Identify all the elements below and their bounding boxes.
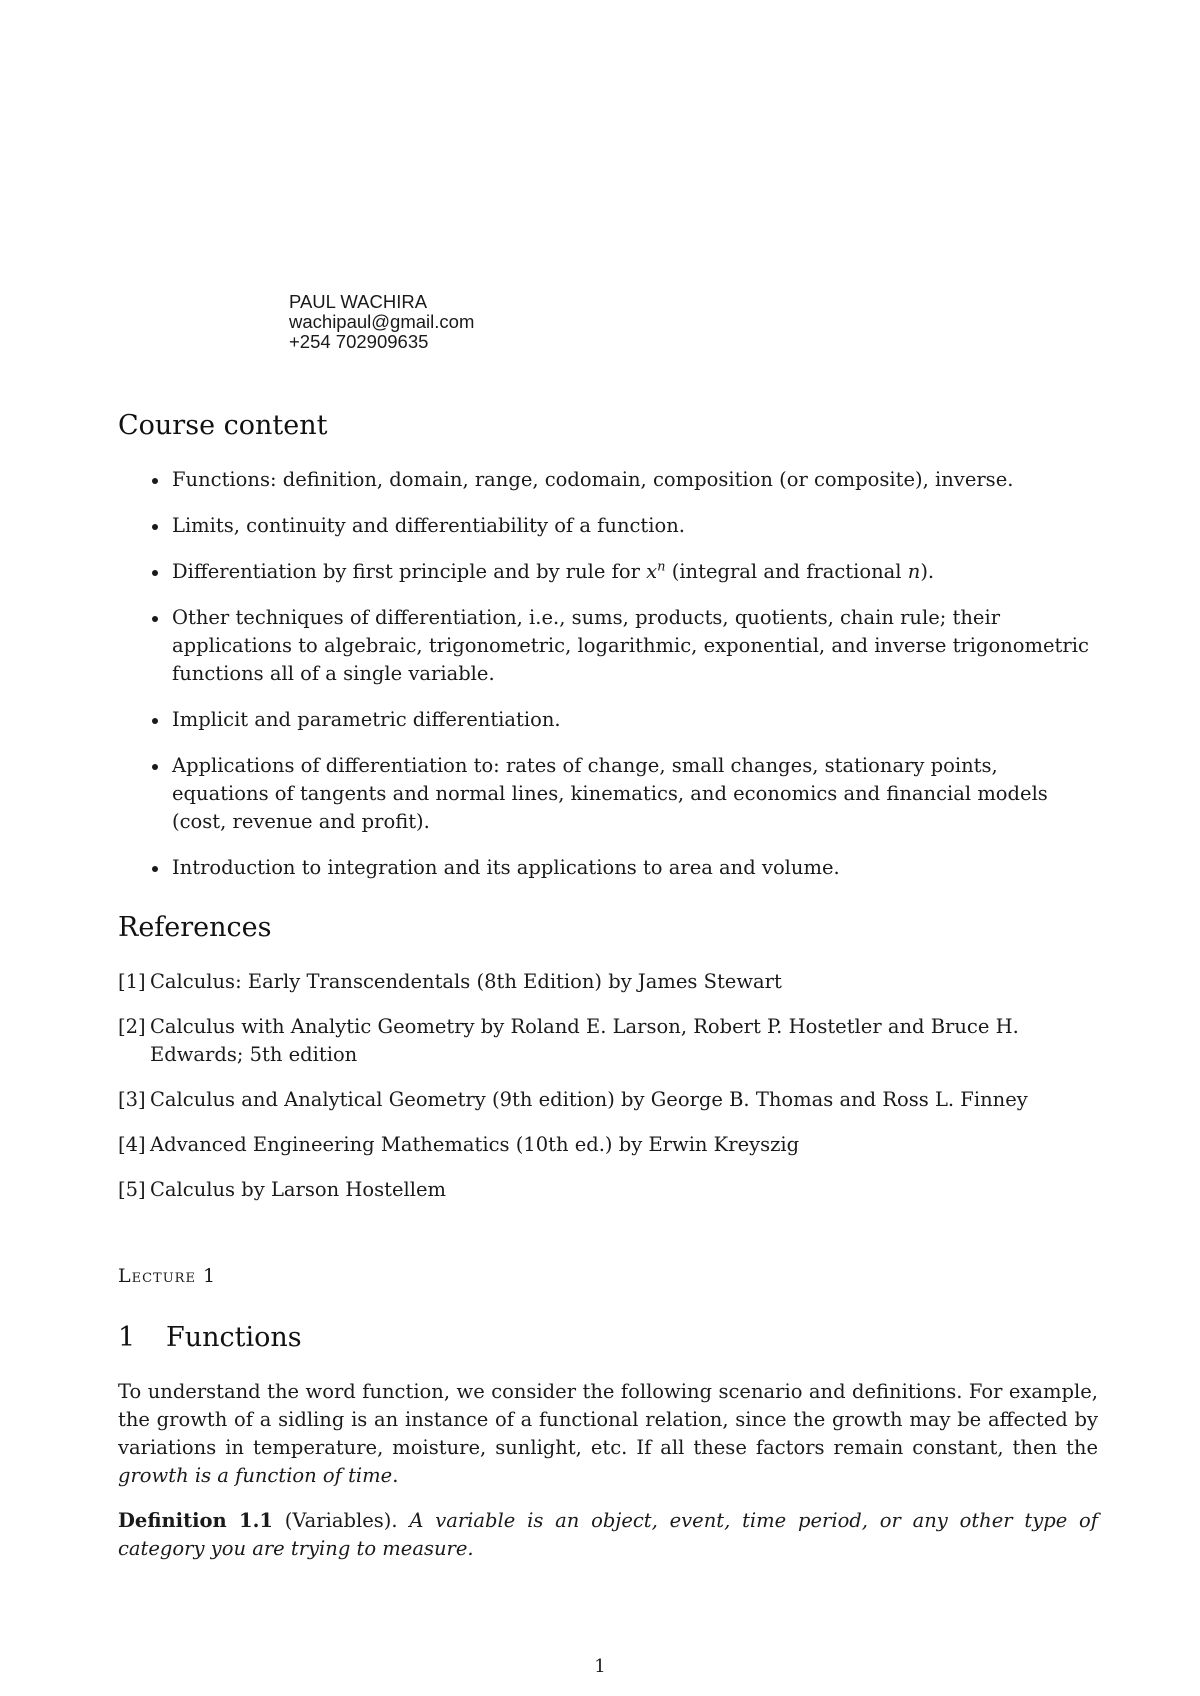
author-name: PAUL WACHIRA bbox=[289, 291, 428, 312]
intro-paragraph: To understand the word function, we consider the following scenario and definitions. For example, the growth of a sidling is an instance of a functional relation, since the growth may be affected by variations in temperature, moisture, sunlight, etc. If all these factors remain constant, then the growth is a function of time. bbox=[118, 1380, 1098, 1487]
reference-text: Advanced Engineering Mathematics (10th ed.) by Erwin Kreyszig bbox=[150, 1133, 800, 1156]
reference-item bbox=[118, 1131, 1098, 1159]
math-n: n bbox=[907, 560, 921, 583]
references-heading: References bbox=[118, 912, 272, 943]
reference-text: Calculus and Analytical Geometry (9th edition) by George B. Thomas and Ross L. Finney bbox=[150, 1088, 1028, 1111]
list-item: Functions: definition, domain, range, codomain, composition (or composite), inverse. bbox=[118, 466, 1098, 494]
reference-text: Calculus with Analytic Geometry by Roland E. Larson, Robert P. Hostetler and Bruce H. Edwards; 5th edition bbox=[150, 1015, 1019, 1066]
author-phone: +254 702909635 bbox=[289, 331, 429, 352]
list-item: Other techniques of differentiation, i.e., sums, products, quotients, chain rule; their applications to algebraic, trigonometric, logarithmic, exponential, and inverse trigonometric functions all of a single variable. bbox=[118, 604, 1098, 688]
reference-text: Calculus: Early Transcendentals (8th Edition) by James Stewart bbox=[150, 970, 782, 993]
definition-title: (Variables). bbox=[272, 1509, 398, 1532]
reference-number: [3] bbox=[118, 1088, 146, 1111]
list-item: Differentiation by first principle and by rule for $x^n$ (integral and fractional n). bbox=[118, 558, 1098, 586]
author-email: wachipaul@gmail.com bbox=[289, 311, 475, 332]
reference-item bbox=[118, 1086, 1098, 1114]
list-item: Implicit and parametric differentiation. bbox=[118, 706, 1098, 734]
reference-number: [2] bbox=[118, 1015, 146, 1038]
definition-block bbox=[118, 1507, 1098, 1563]
section-heading bbox=[118, 1322, 302, 1354]
definition-body: A variable is an object, event, time period, or any other type of category you are trying to measure. bbox=[118, 1509, 1099, 1560]
reference-number: [1] bbox=[118, 970, 146, 993]
references-list bbox=[118, 968, 1098, 1221]
list-item: Introduction to integration and its applications to area and volume. bbox=[118, 854, 1098, 882]
reference-item bbox=[118, 1013, 1098, 1069]
reference-text: Calculus by Larson Hostellem bbox=[150, 1178, 446, 1201]
course-content-list bbox=[118, 466, 1098, 900]
reference-number: [4] bbox=[118, 1133, 146, 1156]
definition-label: Definition 1.1 bbox=[118, 1509, 273, 1532]
emphasis-text: growth is a function of time bbox=[118, 1464, 393, 1487]
author-block bbox=[289, 292, 474, 352]
page-number: 1 bbox=[594, 1656, 606, 1677]
list-item: Limits, continuity and differentiability of a function. bbox=[118, 512, 1098, 540]
course-content-heading: Course content bbox=[118, 410, 328, 441]
lecture-label: Lecture 1 bbox=[118, 1265, 217, 1287]
section-number: 1 bbox=[118, 1322, 136, 1353]
reference-item bbox=[118, 968, 1098, 996]
reference-number: [5] bbox=[118, 1178, 146, 1201]
math-x: x bbox=[646, 560, 658, 583]
list-item: Applications of differentiation to: rates of change, small changes, stationary points, equations of tangents and normal lines, kinematics, and economics and financial models (cost, revenue and profit). bbox=[118, 752, 1098, 836]
reference-item bbox=[118, 1176, 1098, 1204]
math-n-superscript: n bbox=[657, 559, 666, 575]
section-title: Functions bbox=[166, 1322, 302, 1353]
